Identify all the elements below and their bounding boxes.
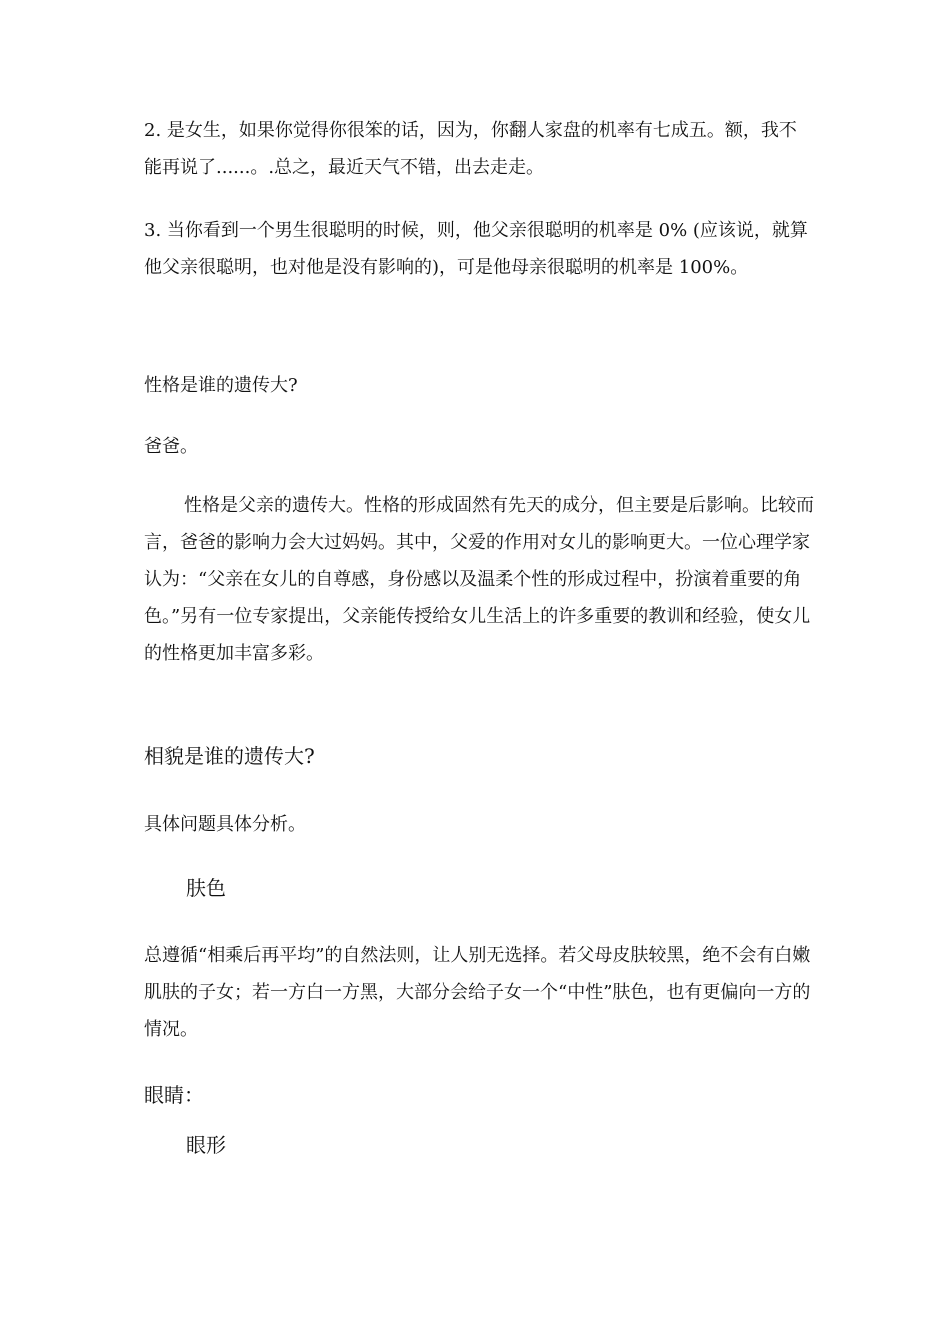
question-personality-heredity: 性格是谁的遗传大?	[144, 375, 298, 396]
paragraph-personality-explanation: 性格是父亲的遗传大。性格的形成固然有先天的成分，但主要是后影响。比较而言，爸爸的影响力会大过妈妈。其中，父爱的作用对女儿的影响更大。一位心理学家认为：“父亲在女儿的自尊感，身份感以及温柔个性的形成过程中，扮演着重要的角色。”另有一位专家提出，父亲能传授给女儿生活上的许多重要的教训和经验，使女儿的性格更加丰富多彩。	[144, 495, 814, 664]
subheading-eye-shape: 眼形	[186, 1133, 226, 1157]
subheading-eyes: 眼睛：	[144, 1083, 204, 1107]
answer-father: 爸爸。	[144, 436, 198, 457]
answer-specific-analysis: 具体问题具体分析。	[144, 814, 306, 835]
question-appearance-heredity: 相貌是谁的遗传大?	[144, 744, 315, 768]
paragraph-boy-intelligence: 3. 当你看到一个男生很聪明的时候，则，他父亲很聪明的机率是 0% (应该说，就算他父亲很聪明，也对他是没有影响的)，可是他母亲很聪明的机率是 100%。	[144, 220, 808, 278]
subheading-skin-color: 肤色	[186, 876, 226, 900]
paragraph-girl-probability: 2. 是女生，如果你觉得你很笨的话，因为，你翻人家盘的机率有七成五。额，我不能再说了......。.总之，最近天气不错，出去走走。	[144, 120, 797, 178]
paragraph-skin-color-rule: 总遵循“相乘后再平均”的自然法则，让人别无选择。若父母皮肤较黑，绝不会有白嫩肌肤的子女；若一方白一方黑，大部分会给子女一个“中性”肤色，也有更偏向一方的情况。	[144, 945, 811, 1040]
